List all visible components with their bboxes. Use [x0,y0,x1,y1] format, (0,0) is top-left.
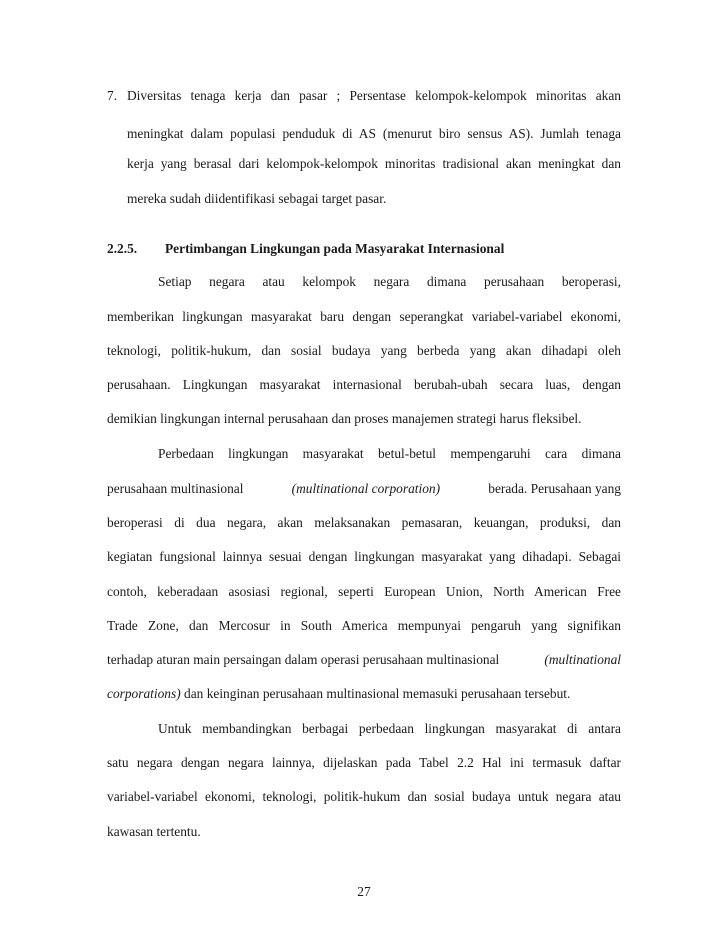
list-item-line: Diversitas tenaga kerja dan pasar ; Persentase kelompok-kelompok minoritas akan [127,88,621,103]
italic-term: (multinational [544,652,621,667]
text-run: dan keinginan perusahaan multinasional memasuki perusahaan tersebut. [184,686,571,701]
paragraph-line: perusahaan. Lingkungan masyarakat internasional berubah-ubah secara luas, dengan [107,377,621,392]
paragraph-line: Untuk membandingkan berbagai perbedaan lingkungan masyarakat di antara [158,721,621,736]
list-item-line: kerja yang berasal dari kelompok-kelompok minoritas tradisional akan meningkat dan [127,156,621,171]
paragraph-line: kawasan tertentu. [107,824,201,839]
paragraph-line: beroperasi di dua negara, akan melaksanakan pemasaran, keuangan, produksi, dan [107,515,621,530]
paragraph-line: satu negara dengan negara lainnya, dijelaskan pada Tabel 2.2 Hal ini termasuk daftar [107,755,621,770]
paragraph-line: demikian lingkungan internal perusahaan dan proses manajemen strategi harus fleksibel. [107,411,582,426]
text-run: berada. Perusahaan yang [488,481,621,496]
list-item-line: mereka sudah diidentifikasi sebagai target pasar. [127,191,387,206]
paragraph-line [107,652,621,668]
paragraph-line [107,481,621,497]
paragraph-line: Trade Zone, dan Mercosur in South America mempunyai pengaruh yang signifikan [107,618,621,633]
text-run: perusahaan multinasional [107,481,244,496]
page-number: 27 [357,884,371,899]
section-number: 2.2.5. [107,241,138,256]
paragraph-line: Perbedaan lingkungan masyarakat betul-betul mempengaruhi cara dimana [158,446,621,461]
italic-term: (multinational corporation) [291,481,441,496]
italic-term: corporations) [107,686,181,701]
text-run: terhadap aturan main persaingan dalam operasi perusahaan multinasional [107,652,500,667]
paragraph-line: teknologi, politik-hukum, dan sosial budaya yang berbeda yang akan dihadapi oleh [107,343,621,358]
paragraph-line: kegiatan fungsional lainnya sesuai dengan lingkungan masyarakat yang dihadapi. Sebagai [107,549,621,564]
paragraph-line: variabel-variabel ekonomi, teknologi, politik-hukum dan sosial budaya untuk negara atau [107,789,621,804]
paragraph-line: memberikan lingkungan masyarakat baru dengan seperangkat variabel-variabel ekonomi, [107,309,621,324]
paragraph-line [107,686,570,702]
paragraph-line: Setiap negara atau kelompok negara dimana perusahaan beroperasi, [158,274,621,289]
paragraph-line: contoh, keberadaan asosiasi regional, seperti European Union, North American Free [107,584,621,599]
list-item-line: meningkat dalam populasi penduduk di AS (menurut biro sensus AS). Jumlah tenaga [127,126,621,141]
list-item-number: 7. [107,88,118,103]
section-title: Pertimbangan Lingkungan pada Masyarakat Internasional [165,241,505,256]
